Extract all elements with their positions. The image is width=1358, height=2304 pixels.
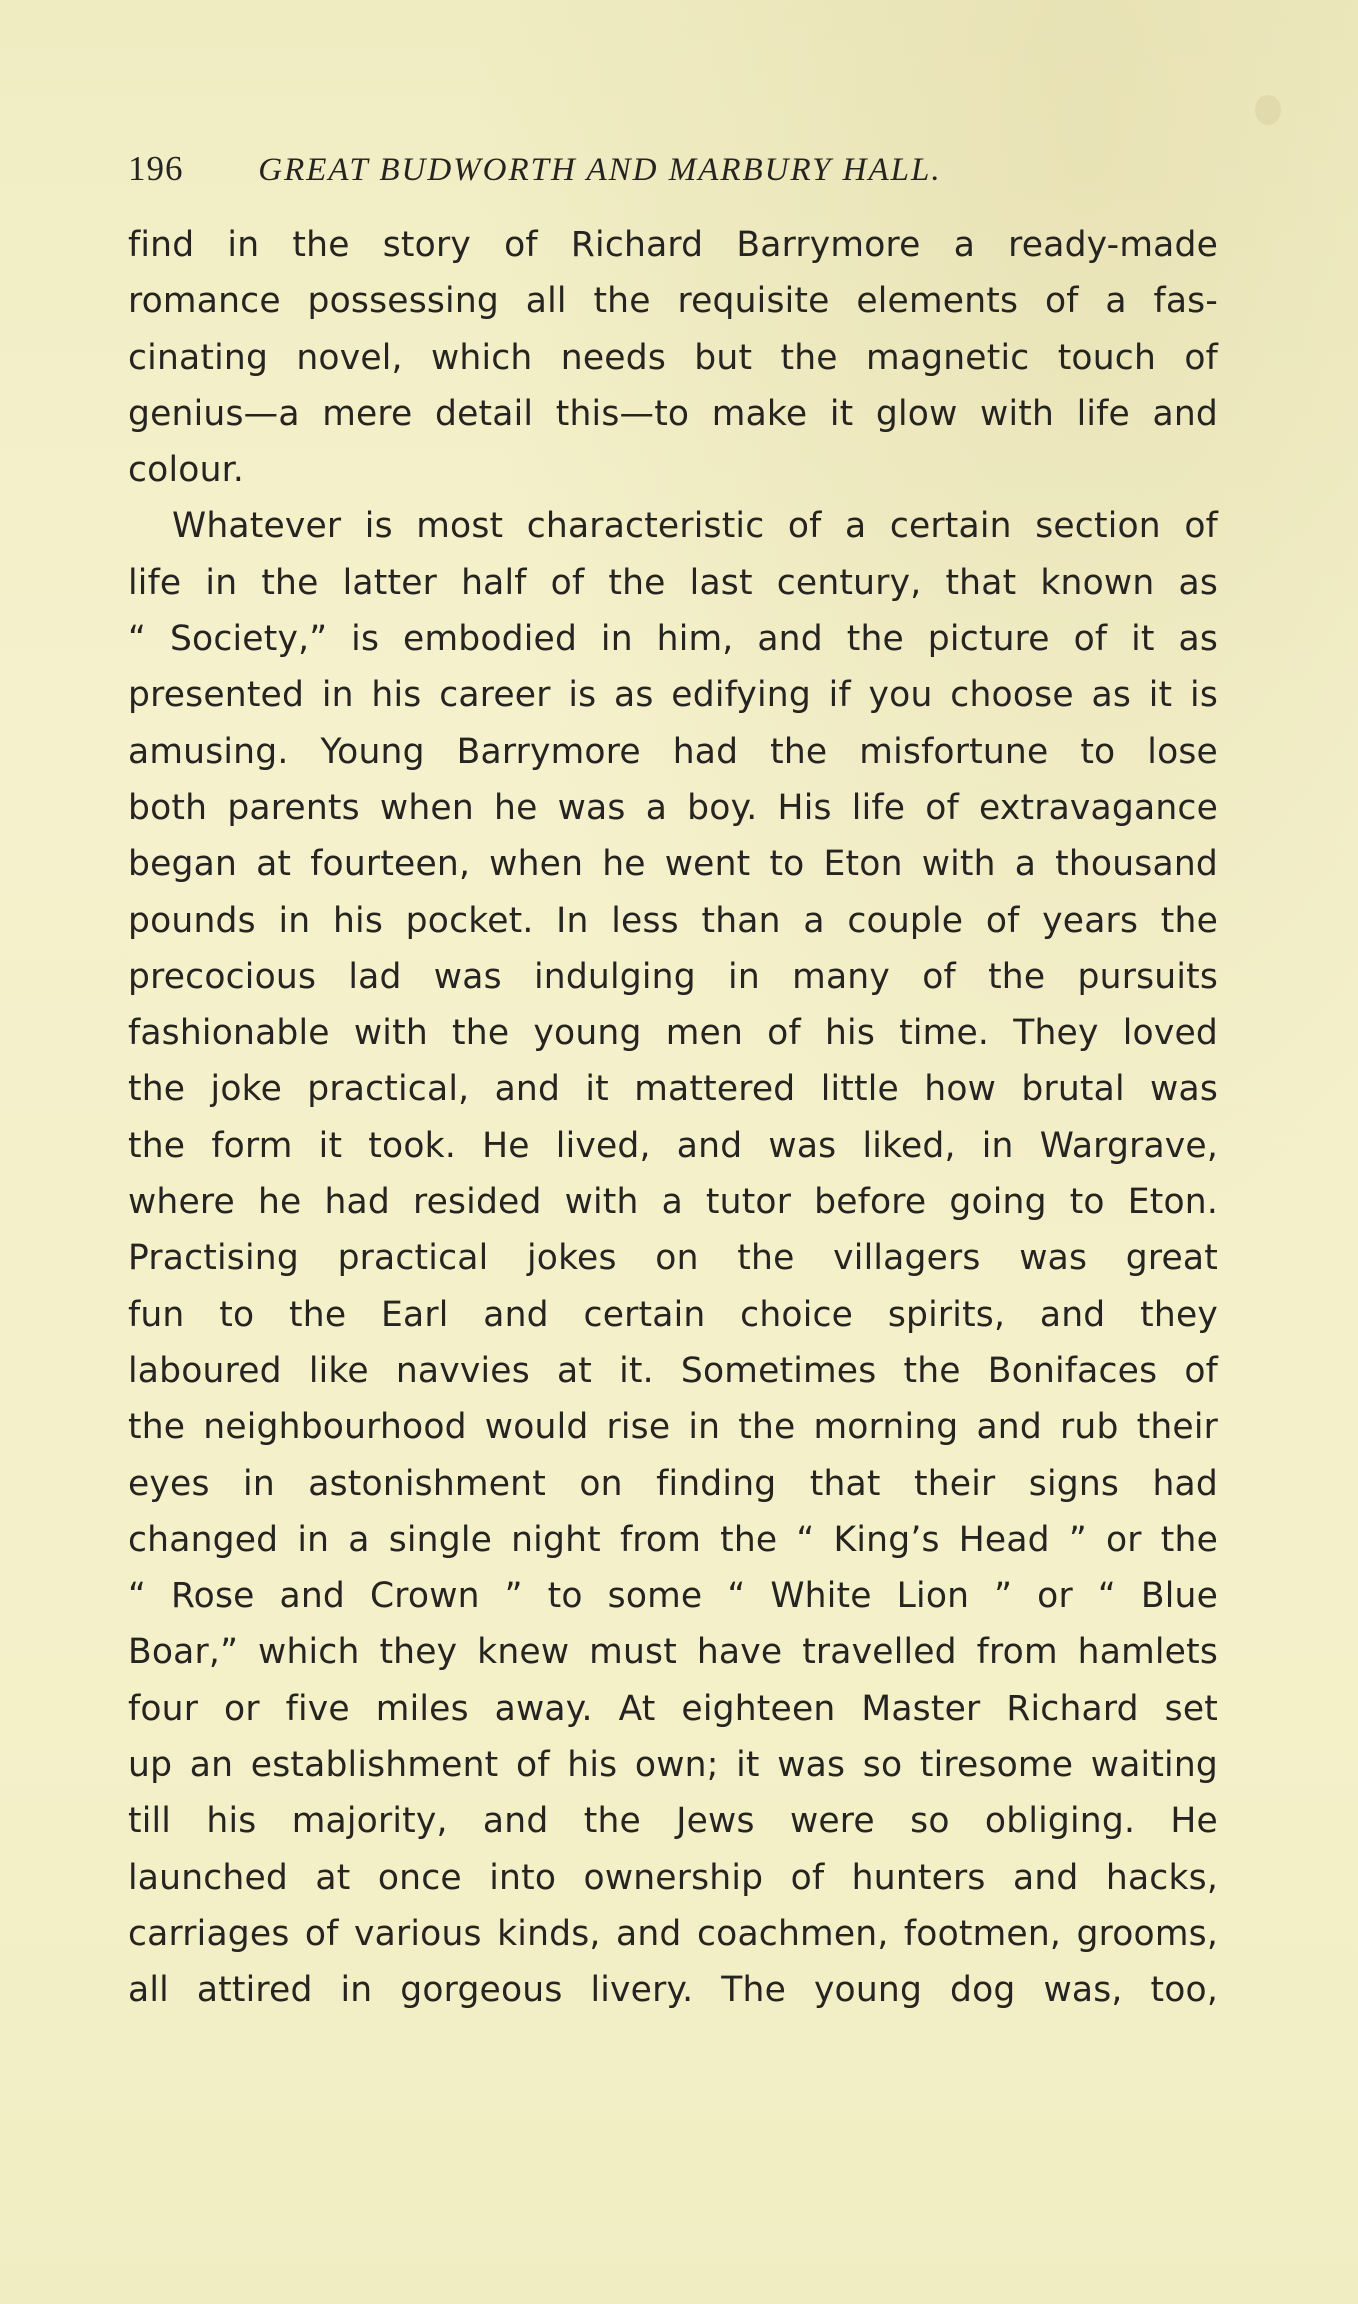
text-line: Practising practical jokes on the villagers was great	[128, 1238, 1218, 1279]
text-line: pounds in his pocket. In less than a couple of years the	[128, 900, 1218, 941]
text-line: find in the story of Richard Barrymore a ready-made	[128, 225, 1218, 265]
text-line: “ Society,” is embodied in him, and the picture of it as	[128, 619, 1218, 660]
text-line: the joke practical, and it mattered little how brutal was	[128, 1069, 1218, 1110]
text-line: where he had resided with a tutor before going to Eton.	[128, 1182, 1218, 1223]
text-line: four or five miles away. At eighteen Master Richard set	[128, 1688, 1218, 1729]
running-head	[128, 144, 1228, 194]
text-line: colour.	[128, 450, 245, 491]
text-line: romance possessing all the requisite elements of a fas-	[128, 281, 1218, 322]
text-line: both parents when he was a boy. His life of extravagance	[128, 787, 1218, 828]
text-line: all attired in gorgeous livery. The young dog was, too,	[128, 1970, 1218, 2011]
text-line: Whatever is most characteristic of a certain section of	[172, 506, 1218, 547]
text-line: “ Rose and Crown ” to some “ White Lion ” or “ Blue	[128, 1576, 1218, 1617]
text-line: eyes in astonishment on finding that their signs had	[128, 1463, 1218, 1504]
text-line: changed in a single night from the “ King’s Head ” or the	[128, 1519, 1218, 1560]
text-line: launched at once into ownership of hunters and hacks,	[128, 1857, 1218, 1898]
paragraph-1	[128, 217, 1218, 498]
text-line: precocious lad was indulging in many of the pursuits	[128, 956, 1218, 997]
text-line: amusing. Young Barrymore had the misfortune to lose	[128, 731, 1218, 772]
text-line: fun to the Earl and certain choice spirits, and they	[128, 1294, 1218, 1335]
paragraph-2	[128, 498, 1218, 2018]
running-title: GREAT BUDWORTH AND MARBURY HALL.	[258, 152, 942, 188]
text-line: presented in his career is as edifying if you choose as it is	[128, 675, 1218, 716]
text-line: up an establishment of his own; it was so tiresome waiting	[128, 1745, 1218, 1786]
text-line: genius—a mere detail this—to make it glow with life and	[128, 393, 1218, 434]
text-line: cinating novel, which needs but the magnetic touch of	[128, 337, 1218, 378]
text-line: till his majority, and the Jews were so obliging. He	[128, 1801, 1218, 1842]
text-line: carriages of various kinds, and coachmen, footmen, grooms,	[128, 1913, 1218, 1954]
text-line: laboured like navvies at it. Sometimes the Bonifaces of	[128, 1350, 1218, 1391]
text-line: the form it took. He lived, and was liked, in Wargrave,	[128, 1125, 1218, 1166]
text-line: began at fourteen, when he went to Eton with a thousand	[128, 844, 1218, 885]
page-number: 196	[128, 149, 184, 188]
body-text	[128, 217, 1218, 2019]
text-line: fashionable with the young men of his time. They loved	[128, 1013, 1218, 1054]
text-line: the neighbourhood would rise in the morning and rub their	[128, 1407, 1218, 1448]
paper-stain	[1255, 95, 1281, 125]
text-line: Boar,” which they knew must have travelled from hamlets	[128, 1632, 1218, 1673]
text-line: life in the latter half of the last century, that known as	[128, 562, 1218, 603]
